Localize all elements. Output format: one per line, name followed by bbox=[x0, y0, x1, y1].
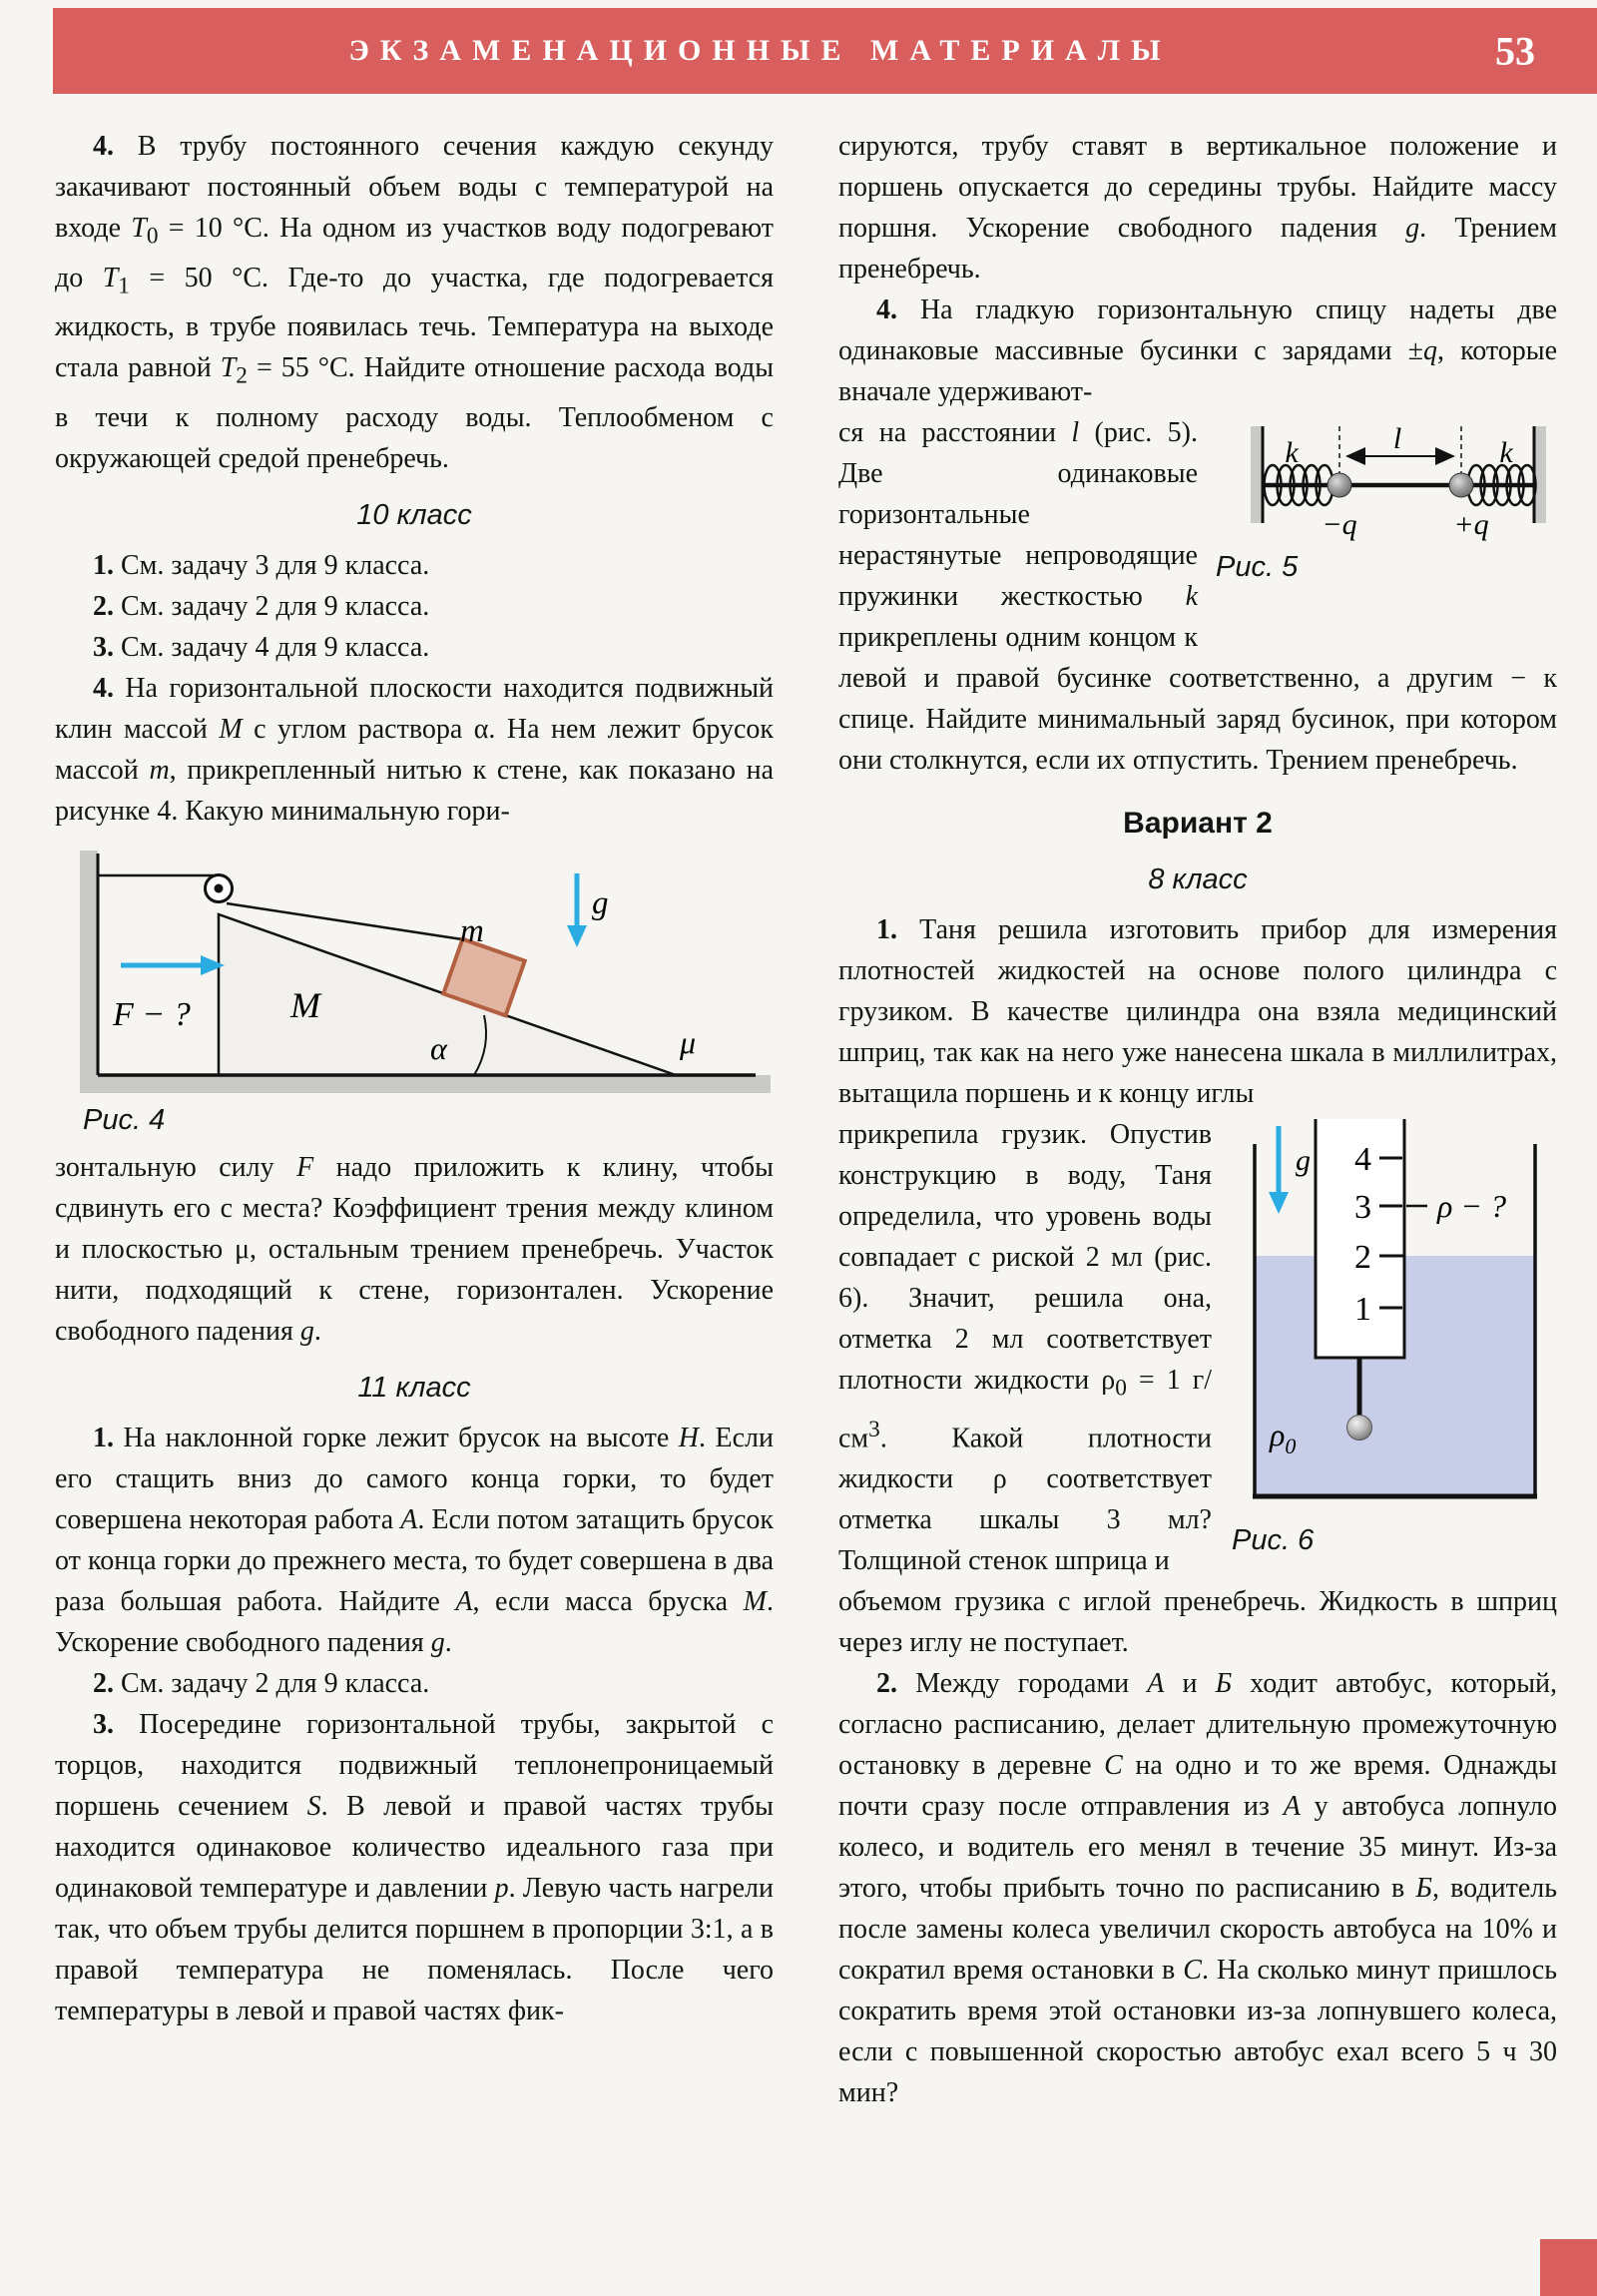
figure-6 bbox=[1226, 1116, 1557, 1557]
heading-grade-8: 8 класс bbox=[1148, 863, 1248, 895]
label-g: g bbox=[1296, 1144, 1311, 1177]
problem-11class-4: 4. На гладкую горизонтальную спицу надеты две одинаковые массивные бусинки с зарядами ±q, которые вначале удерживают- bbox=[838, 294, 1557, 407]
label-plus-q: +q bbox=[1453, 508, 1489, 541]
label-g: g bbox=[592, 884, 609, 921]
label-M: M bbox=[290, 984, 320, 1025]
scale-3: 3 bbox=[1354, 1189, 1371, 1226]
ground bbox=[80, 1075, 771, 1093]
right-column bbox=[838, 126, 1557, 2113]
label-k-left: k bbox=[1285, 436, 1299, 469]
figure-4 bbox=[55, 846, 774, 1137]
scale-2: 2 bbox=[1354, 1239, 1371, 1276]
problem-11class-4-continued: ся на расстоянии l (рис. 5). Две одинаковые горизонтальные нерастянутые непроводящие пружинки жесткостью k прикреплены одним концом к левой и правой бусинке соответственно, а другим − к спице. Найдите минимальный заряд бусинок, при котором они столкнутся, если их отпустить. Трением пренебречь. bbox=[838, 417, 1557, 776]
page-number: 53 bbox=[1495, 28, 1535, 74]
label-F: F − ? bbox=[113, 995, 191, 1033]
heading-grade-11: 11 класс bbox=[357, 1371, 471, 1404]
problem-10class-1: 1. См. задачу 3 для 9 класса. bbox=[93, 549, 430, 581]
header-title: ЭКЗАМЕНАЦИОННЫЕ МАТЕРИАЛЫ bbox=[348, 34, 1172, 67]
problem-11class-1: 1. На наклонной горке лежит брусок на высоте H. Если его стащить вниз до самого конца горки, то будет совершена некоторая работа A. Если потом затащить брусок от конца горки до прежнего места, то будет совершена в два раза большая работа. Найдите A, если масса бруска M. Ускорение свободного падения g. bbox=[55, 1422, 774, 1658]
header-band bbox=[53, 8, 1597, 94]
weight-ball bbox=[1347, 1416, 1372, 1440]
problem-8class-1: 1. Таня решила изготовить прибор для измерения плотностей жидкостей на основе полого цилиндра с грузиком. В качестве цилиндра она взяла медицинский шприц, так как на него уже нанесена шкала в миллилитрах, вытащила поршень и к концу иглы bbox=[838, 914, 1557, 1109]
right-wall bbox=[1535, 426, 1546, 523]
label-mu: μ bbox=[680, 1023, 697, 1060]
figure-5-drawing bbox=[1210, 418, 1557, 544]
problem-10class-2: 2. См. задачу 2 для 9 класса. bbox=[93, 590, 430, 622]
figure-6-drawing bbox=[1226, 1116, 1557, 1517]
problem-11class-3: 3. Посередине горизонтальной трубы, закрытой с торцов, находится подвижный теплонепроницаемый поршень сечением S. В левой и правой частях трубы находится одинаковое количество идеального газа при одинаковой температуре и давлении p. Левую часть нагрели так, что объем трубы делится поршнем в пропорции 3:1, а в правой температура не поменялась. После чего температуры в левой и правой частях фик- bbox=[55, 1708, 775, 2026]
label-rho0: $\rho_0$ bbox=[1270, 1417, 1297, 1458]
figure-6-caption: Рис. 6 bbox=[1232, 1524, 1315, 1556]
figure-4-caption: Рис. 4 bbox=[83, 1103, 166, 1136]
problem-11class-2: 2. См. задачу 2 для 9 класса. bbox=[93, 1667, 430, 1699]
scale-1: 1 bbox=[1354, 1291, 1371, 1328]
heading-variant-2: Вариант 2 bbox=[1123, 807, 1273, 840]
wall bbox=[80, 851, 98, 1075]
scale-4: 4 bbox=[1354, 1141, 1371, 1178]
left-wall bbox=[1251, 426, 1262, 523]
figure-5 bbox=[1210, 418, 1557, 584]
label-alpha: α bbox=[430, 1029, 447, 1066]
problem-8class-1-continued: прикрепила грузик. Опустив конструкцию в воду, Таня определила, что уровень воды совпадает с риской 2 мл (рис. 6). Значит, решила она, отметка 2 мл соответствует плотности жидкости $\rho_0 = 1$ $г/см^3$. Какой плотности жидкости ρ соответствует отметка шкалы 3 мл? Толщиной стенок шприца и bbox=[838, 1119, 1212, 1576]
figure-4-drawing bbox=[55, 846, 774, 1097]
label-k-right: k bbox=[1499, 436, 1513, 469]
problem-10class-3: 3. См. задачу 4 для 9 класса. bbox=[93, 631, 430, 663]
problem-10class-4: 4. На горизонтальной плоскости находится подвижный клин массой M с углом раствора α. На нем лежит брусок массой m, прикрепленный нитью к стене, как показано на рисунке 4. Какую минимальную гори- bbox=[55, 672, 774, 827]
corner-accent-square bbox=[1540, 2239, 1597, 2296]
figure-5-caption: Рис. 5 bbox=[1216, 551, 1299, 583]
bead-positive bbox=[1449, 473, 1473, 497]
problem-8class-1-end: объемом грузика с иглой пренебречь. Жидкость в шприц через иглу не поступает. bbox=[838, 1585, 1557, 1658]
label-rho-question: ρ − ? bbox=[1437, 1188, 1506, 1224]
problem-9class-4: 4. В трубу постоянного сечения каждую секунду закачивают постоянный объем воды с температурой на входе $T_0 = 10$ °С. На одном из участков воду подогревают до $T_1 = 50$ °С. Где-то до участка, где подогревается жидкость, в трубе появилась течь. Температура на выходе стала равной $T_2 = 55$ °С. Найдите отношение расхода воды в течи к полному расходу воды. Теплообменом с окружающей средой пренебречь. bbox=[55, 131, 775, 474]
bead-negative bbox=[1328, 473, 1351, 497]
label-m: m bbox=[460, 912, 484, 949]
problem-10class-4-continued: зонтальную силу F надо приложить к клину, чтобы сдвинуть его с места? Коэффициент трения между клином и плоскостью μ, остальным трением пренебречь. Участок нити, подходящий к стене, горизонтален. Ускорение свободного падения g. bbox=[55, 1151, 774, 1347]
problem-8class-2: 2. Между городами А и Б ходит автобус, который, согласно расписанию, делает длительную промежуточную остановку в деревне С на одно и то же время. Однажды почти сразу после отправления из А у автобуса лопнуло колесо, и водитель его менял в течение 35 минут. Из-за этого, чтобы прибыть точно по расписанию в Б, водитель после замены колеса увеличил скорость автобуса на 10% и сократил время остановки в С. На сколько минут пришлось сократить время этой остановки из-за лопнувшего колеса, если с повышенной скоростью автобус ехал всего 5 ч 30 мин? bbox=[838, 1667, 1558, 2108]
heading-grade-10: 10 класс bbox=[356, 498, 472, 531]
label-minus-q: −q bbox=[1322, 508, 1357, 541]
problem-11class-3-continued: сируются, трубу ставят в вертикальное положение и поршень опускается до середины трубы. Найдите массу поршня. Ускорение свободного падения g. Трением пренебречь. bbox=[838, 131, 1557, 285]
left-column bbox=[55, 126, 774, 2031]
label-l: l bbox=[1392, 422, 1402, 455]
